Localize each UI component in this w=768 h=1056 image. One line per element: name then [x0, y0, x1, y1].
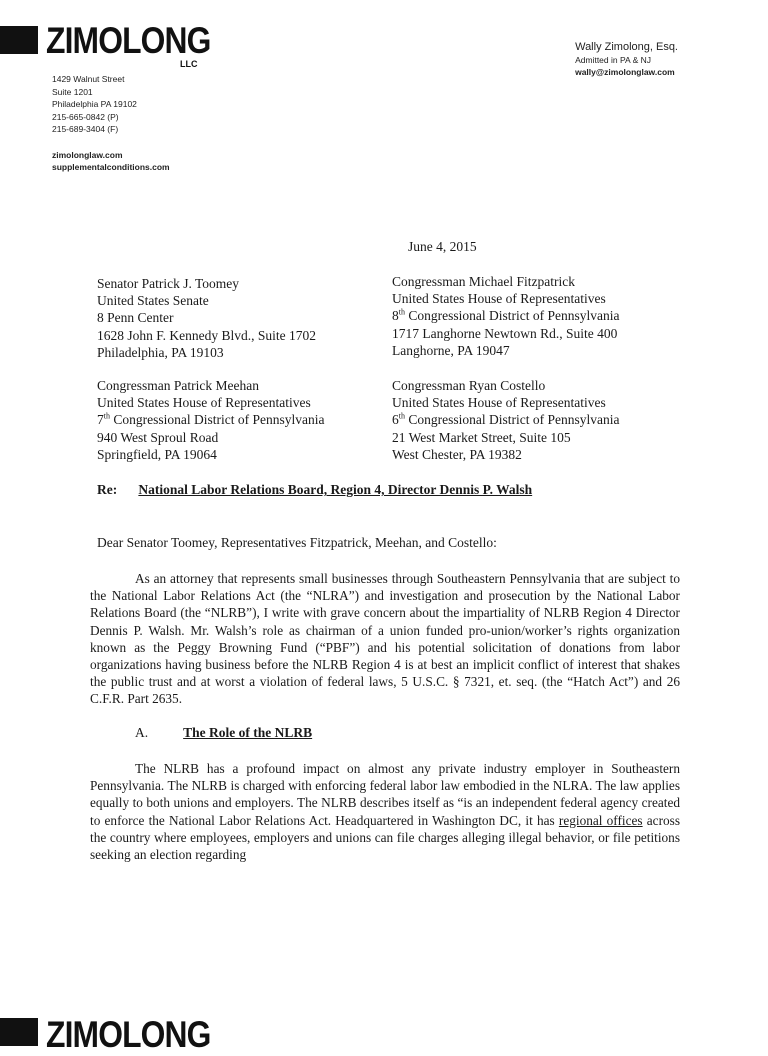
logo-bar — [0, 26, 38, 54]
logo-wordmark: ZIMOLONG — [46, 1014, 211, 1055]
recipient-costello — [392, 377, 619, 463]
attorney-name: Wally Zimolong, Esq. — [575, 41, 678, 53]
attorney-admission: Admitted in PA & NJ — [575, 55, 651, 65]
re-label: Re: — [97, 482, 118, 497]
logo-llc: LLC — [180, 59, 198, 69]
logo-wordmark: ZIMOLONG — [46, 20, 211, 61]
recipient-district: 6th Congressional District of Pennsylvania — [392, 411, 620, 428]
logo-bar — [0, 1018, 38, 1046]
recipient-name: Senator Patrick J. Toomey — [97, 276, 240, 291]
recipient-office: United States House of Representatives — [97, 395, 311, 411]
recipient-district: 8th Congressional District of Pennsylvania — [392, 307, 620, 324]
recipient-street: 1717 Langhorne Newtown Rd., Suite 400 — [392, 325, 618, 341]
body-paragraph-1: As an attorney that represents small businesses through Southeastern Pennsylvania that are subject to the National Labor Relations Act (the “NLRA”) and investigation and prosecution by the National Labor Relations Board (the “NLRB”), I write with grave concern about the impartiality of NLRB Region 4 Director Dennis P. Walsh. Mr. Walsh’s role as chairman of a union funded pro-union/worker’s rights organization known as the Peggy Browning Fund (“PBF”) and his potential solicitation of donations from labor organizations having business before the NLRB Region 4 is at best an implicit conflict of interest that shakes the public trust and at worst a violation of federal laws, 5 U.S.C. § 7321, et. seq. (the “Hatch Act”) and 26 C.F.R. Part 2635. — [90, 571, 680, 707]
attorney-email-link[interactable]: wally@zimolonglaw.com — [575, 67, 675, 77]
letter-date: June 4, 2015 — [408, 239, 477, 254]
recipient-street: 940 West Sproul Road — [97, 429, 219, 445]
recipient-city: Springfield, PA 19064 — [97, 446, 217, 462]
firm-address — [52, 73, 137, 136]
address-line: 1429 Walnut Street — [52, 74, 125, 84]
recipient-name: Congressman Patrick Meehan — [97, 378, 259, 393]
recipient-fitzpatrick — [392, 273, 619, 359]
attorney-block — [575, 40, 678, 78]
next-page-logo — [0, 1014, 260, 1055]
re-subject: National Labor Relations Board, Region 4, Director Dennis P. Walsh — [138, 482, 533, 497]
recipient-name: Congressman Ryan Costello — [392, 378, 546, 393]
phone-line: 215-665-0842 (P) — [52, 111, 119, 122]
recipient-street: 8 Penn Center — [97, 310, 174, 326]
address-line: Suite 1201 — [52, 86, 93, 97]
recipient-street: 21 West Market Street, Suite 105 — [392, 429, 571, 445]
recipient-district: 7th Congressional District of Pennsylvania — [97, 411, 325, 428]
body-paragraph-2 — [90, 760, 680, 863]
recipient-office: United States House of Representatives — [392, 395, 606, 411]
firm-websites — [52, 149, 170, 173]
section-heading — [135, 725, 312, 741]
recipient-street: 1628 John F. Kennedy Blvd., Suite 1702 — [97, 327, 317, 343]
recipient-city: Langhorne, PA 19047 — [392, 342, 510, 358]
recipient-toomey — [97, 275, 316, 361]
address-line: Philadelphia PA 19102 — [52, 99, 137, 109]
section-letter: A. — [135, 725, 149, 740]
recipient-city: Philadelphia, PA 19103 — [97, 344, 224, 360]
website-link[interactable]: zimolonglaw.com — [52, 150, 123, 160]
recipient-office: United States House of Representatives — [392, 291, 606, 307]
fax-line: 215-689-3404 (F) — [52, 124, 119, 134]
paragraph-text: The NLRB has a profound impact on almost any private industry employer in Southeastern Pennsylvania. The NLRB is charged with enforcing federal labor law embodied in the NLRA. The law applies equally to both unions and employers. The NLRB describes itself as “is an independent federal agency created to enforce the National Labor Relations Act. Headquartered in Washington DC, it has — [90, 761, 680, 828]
salutation: Dear Senator Toomey, Representatives Fitzpatrick, Meehan, and Costello: — [97, 535, 497, 550]
recipient-meehan — [97, 377, 324, 463]
section-title: The Role of the NLRB — [183, 725, 313, 740]
re-line — [97, 482, 532, 498]
paragraph-text: across the country where employees, employers and unions can file charges alleging illegal behavior, or file petitions seeking an election regarding — [90, 812, 681, 863]
recipient-name: Congressman Michael Fitzpatrick — [392, 274, 575, 289]
website-link[interactable]: supplementalconditions.com — [52, 162, 170, 172]
regional-offices-link[interactable]: regional offices — [558, 812, 643, 828]
recipient-city: West Chester, PA 19382 — [392, 446, 522, 462]
recipient-office: United States Senate — [97, 293, 209, 309]
